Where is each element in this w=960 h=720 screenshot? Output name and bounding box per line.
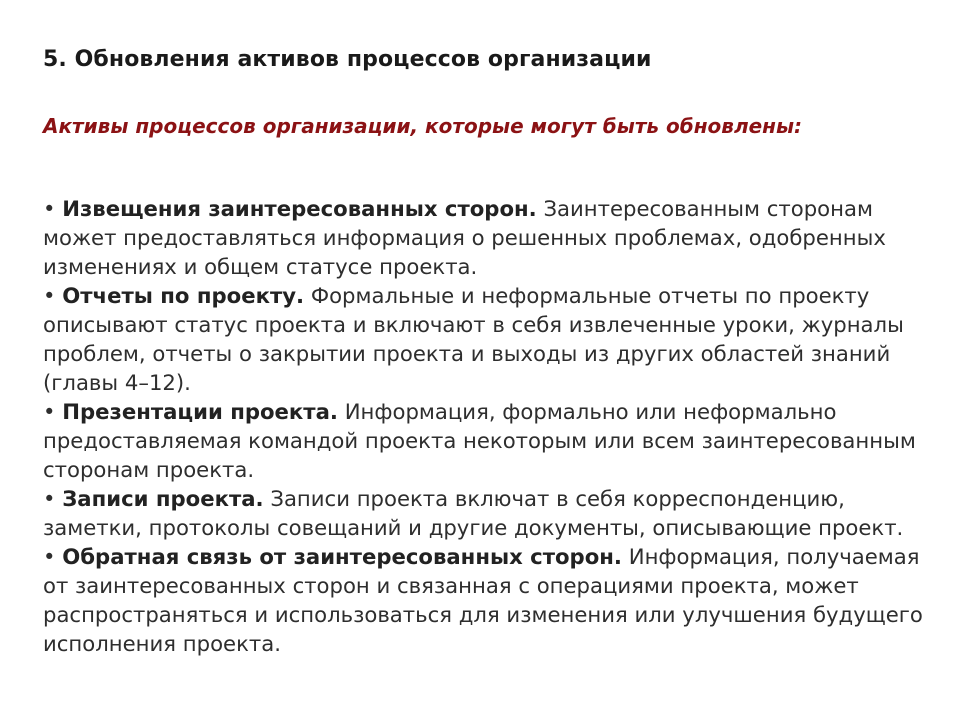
item-text: Информация, формально или неформально предоставляемая командой проекта некоторым или всем заинтересованным сторонам проекта. [43,399,916,482]
item-term: Записи проекта. [62,486,264,511]
bullet: • [43,399,56,424]
item-text: Формальные и неформальные отчеты по проекту описывают статус проекта и включают в себя извлеченные уроки, журналы проблем, отчеты о закрытии проекта и выходы из других областей знаний [43,283,904,366]
list-item [43,397,948,484]
item-term: Извещения заинтересованных сторон. [62,196,537,221]
list-item [43,194,948,281]
item-term: Обратная связь от заинтересованных сторон. [62,544,622,569]
slide-title: 5. Обновления активов процессов организации [43,47,652,72]
item-text: Записи проекта включат в себя корреспонденцию, заметки, протоколы совещаний и другие документы, описывающие проект. [43,486,904,540]
item-term: Отчеты по проекту. [62,283,305,308]
asset-list [43,194,948,658]
list-item [43,542,948,658]
item-term: Презентации проекта. [62,399,338,424]
slide-subtitle: Активы процессов организации, которые могут быть обновлены: [43,114,803,138]
bullet: • [43,544,56,569]
list-item [43,281,948,397]
bullet: • [43,486,56,511]
bullet: • [43,196,56,221]
item-chapter-ref: (главы 4–12). [43,370,191,395]
bullet: • [43,283,56,308]
item-text: Информация, получаемая от заинтересованных сторон и связанная с операциями проекта, может распространяться и использоваться для изменения или улучшения будущего исполнения проекта. [43,544,923,656]
item-text: Заинтересованным сторонам может предоставляться информация о решенных проблемах, одобренных изменениях и общем статусе проекта. [43,196,886,279]
list-item [43,484,948,542]
